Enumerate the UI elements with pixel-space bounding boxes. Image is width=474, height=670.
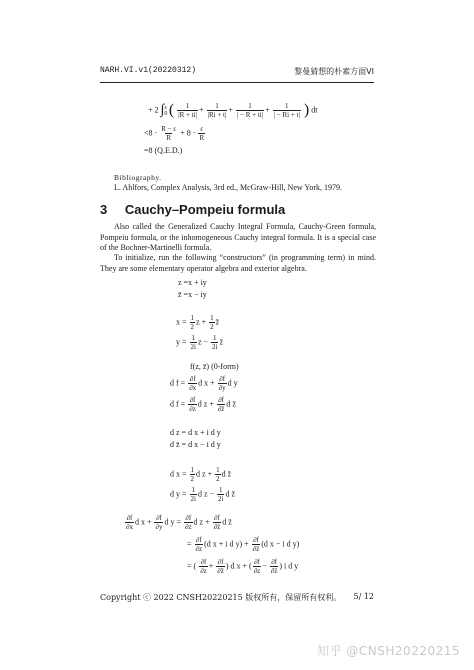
eq-partials-line3: = ( $\frac{\partial f}{\partial z}$ + $\frac{\partial f}{\partial z̄}$ ) d x + ( $\frac{\partial f}{\partial z}$ − $\frac{\partial f}{\partial z̄}$ ) i d y bbox=[187, 558, 299, 575]
page-footer bbox=[100, 592, 374, 603]
eq-df-xy: d f = $\frac{\partial f}{\partial x}$ d x + $\frac{\partial f}{\partial y}$ d y bbox=[170, 375, 238, 392]
eq-partials-line2: = $\frac{\partial f}{\partial z}$ (d x + i d y) + $\frac{\partial f}{\partial z̄}$ (d x − i d y) bbox=[187, 536, 300, 553]
header-title: 黎曼猜想的朴素方面VI bbox=[294, 67, 374, 76]
eq-zbar: z̄ =x − iy bbox=[178, 290, 207, 299]
zhihu-watermark: 知乎 @CNSH20220215 bbox=[317, 644, 460, 658]
eq-dx: d x = $\frac{1}{2}$ d z + $\frac{1}{2}$ d z̄ bbox=[170, 466, 232, 483]
math-line-qed: =8 (Q.E.D.) bbox=[144, 146, 183, 155]
eq-df-z: d f = $\frac{\partial f}{\partial z}$ d z + $\frac{\partial f}{\partial z̄}$ d z̄ bbox=[170, 396, 236, 413]
header-rule bbox=[100, 82, 374, 83]
section-number: 3 bbox=[100, 202, 108, 217]
bibliography-reference: L. Ahlfors, Complex Analysis, 3rd ed., McGraw-Hill, New York, 1979. bbox=[114, 183, 342, 192]
header-version: NARH.VI.v1(20220312) bbox=[100, 66, 197, 75]
eq-partials-line1: $\frac{\partial f}{\partial x}$ d x + $\frac{\partial f}{\partial y}$ d y = $\frac{\partial f}{\partial z}$ d z + $\frac{\partial f}{\partial z̄}$ d z̄ bbox=[126, 514, 232, 531]
running-header bbox=[100, 66, 374, 80]
math-line-integral: + 2 $\int_0^\varepsilon$ ( $\frac{1}{|R + ti|}$ + $\frac{1}{|Ri + t|}$ + $\frac{1}{| - R + ti|}$ + $\frac{1}{| - Ri + t|}$ ) dt bbox=[148, 101, 318, 119]
math-line-bound: <8 · $\frac{R - \varepsilon}{R}$ + 8 · $\frac{\varepsilon}{R}$ bbox=[144, 125, 205, 142]
bibliography-heading: Bibliography. bbox=[114, 173, 162, 182]
paragraph-initialize: To initialize, run the following “constructors” (in programming term) in mind. They are some elementary operator algebra and exterior algebra. bbox=[100, 253, 376, 273]
eq-dz: d z = d x + i d y bbox=[170, 428, 221, 437]
paragraph-intro: Also called the Generalized Cauchy Integral Formula, Cauchy-Green formula, Pompeiu formula, or the inhomogeneous Cauchy integral formula. It is a special case of the Bochner-Martinelli formula. bbox=[100, 222, 376, 252]
eq-dzbar: d z̄ = d x − i d y bbox=[170, 440, 221, 449]
eq-dy: d y = $\frac{1}{2i}$ d z − $\frac{1}{2i}$ d z̄ bbox=[170, 486, 236, 503]
copyright-notice: Copyright ⓒ 2022 CNSH20220215 版权所有，保留所有权利。 bbox=[100, 593, 342, 602]
eq-x: x = $\frac{1}{2}$ z + $\frac{1}{2}$ z̄ bbox=[176, 314, 220, 331]
eq-y: y = $\frac{1}{2i}$ z − $\frac{1}{2i}$ z̄ bbox=[176, 334, 224, 351]
eq-f-form: f(z, z̄) (0-form) bbox=[190, 362, 239, 371]
page-number: 5/ 12 bbox=[353, 592, 374, 601]
section-heading bbox=[100, 202, 285, 217]
eq-z: z =x + iy bbox=[178, 278, 207, 287]
section-title: Cauchy–Pompeiu formula bbox=[124, 202, 286, 217]
